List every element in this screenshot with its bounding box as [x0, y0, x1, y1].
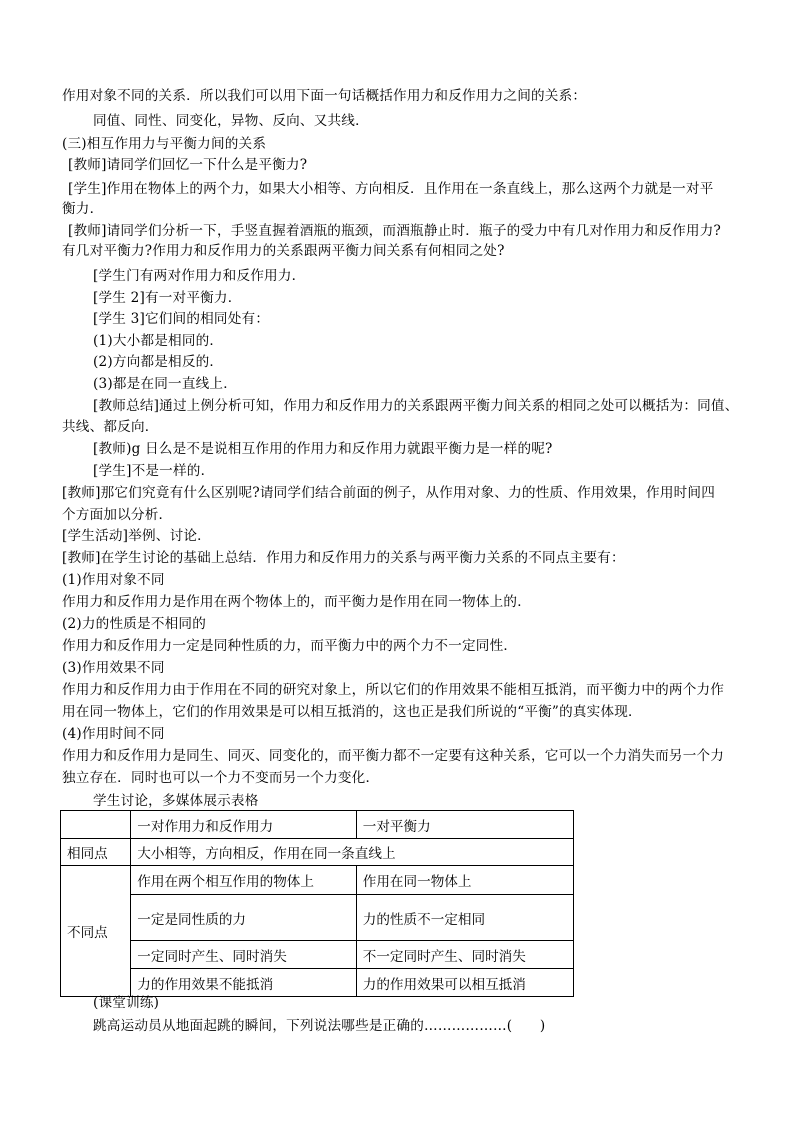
- paragraph-line: 独立存在．同时也可以一个力不变而另一个力变化．: [62, 770, 380, 786]
- table-header: 一对平衡力: [356, 811, 573, 839]
- dialogue-line: [教师总结]通过上例分析可知，作用力和反作用力的关系跟两平衡力间关系的相同之处可以概括为：同值、: [93, 398, 739, 414]
- paragraph-line: 同值、同性、同变化，异物、反向、又共线．: [93, 113, 369, 129]
- practice-question: 跳高运动员从地面起跳的瞬间，下列说法哪些是正确的………………( ): [93, 1018, 546, 1034]
- dialogue-line: 有几对平衡力?作用力和反作用力的关系跟两平衡力间关系有何相同之处?: [62, 243, 505, 259]
- list-item: (4)作用时间不同: [62, 726, 165, 742]
- dialogue-line: 共线、都反向．: [62, 419, 159, 435]
- table-row: [61, 941, 574, 969]
- table-row: [61, 969, 574, 997]
- list-item: (2)力的性质是不相同的: [62, 616, 206, 632]
- table-cell: 力的作用效果可以相互抵消: [356, 969, 573, 997]
- table-cell: 一定是同性质的力: [131, 895, 356, 941]
- dialogue-line: [学生门有两对作用力和反作用力．: [93, 268, 306, 284]
- practice-heading: (课堂训练): [93, 995, 160, 1011]
- paragraph-line: 作用力和反作用力是同生、同灭、同变化的，而平衡力都不一定要有这种关系，它可以一个力消失而另一个力: [62, 748, 725, 764]
- row-label: 相同点: [61, 839, 131, 866]
- paragraph-line: 作用力和反作用力由于作用在不同的研究对象上，所以它们的作用效果不能相互抵消，而平衡力中的两个力作: [62, 682, 725, 698]
- row-label: 不同点: [61, 866, 131, 997]
- dialogue-line: 衡力．: [62, 201, 104, 217]
- dialogue-line: [教师]那它们究竟有什么区别呢?请同学们结合前面的例子，从作用对象、力的性质、作用效果，作用时间四: [62, 485, 716, 501]
- table-cell: 作用在同一物体上: [356, 866, 573, 895]
- list-item: (3)都是在同一直线上．: [93, 376, 237, 392]
- dialogue-line: [学生]不是一样的．: [93, 463, 215, 479]
- dialogue-line: [教师]请同学们回忆一下什么是平衡力?: [68, 157, 308, 173]
- table-caption: 学生讨论，多媒体展示表格: [93, 793, 259, 809]
- section-heading: (三)相互作用力与平衡力间的关系: [62, 136, 267, 152]
- comparison-table: [60, 810, 574, 997]
- table-header: 一对作用力和反作用力: [131, 811, 356, 839]
- paragraph-line: 作用力和反作用力是作用在两个物体上的，而平衡力是作用在同一物体上的．: [62, 594, 531, 610]
- table-row: [61, 895, 574, 941]
- table-row: [61, 811, 574, 839]
- dialogue-line: [学生 3]它们间的相同处有：: [93, 311, 270, 327]
- table-cell: 力的性质不一定相同: [356, 895, 573, 941]
- dialogue-line: [教师)g 日么是不是说相互作用的作用力和反作用力就跟平衡力是一样的呢?: [93, 441, 553, 457]
- table-row: [61, 866, 574, 895]
- table-cell-empty: [61, 811, 131, 839]
- paragraph-line: 用在同一物体上，它们的作用效果是可以相互抵消的，这也正是我们所说的“平衡”的真实体现．: [62, 704, 642, 720]
- dialogue-line: [教师]请同学们分析一下，手竖直握着酒瓶的瓶颈，而酒瓶静止时．瓶子的受力中有几对作用力和反作用力?: [68, 223, 722, 239]
- list-item: (1)作用对象不同: [62, 572, 165, 588]
- table-row: [61, 839, 574, 866]
- table-cell: 作用在两个相互作用的物体上: [131, 866, 356, 895]
- dialogue-line: [学生]作用在物体上的两个力，如果大小相等、方向相反．且作用在一条直线上，那么这两个力就是一对平: [68, 181, 714, 197]
- list-item: (3)作用效果不同: [62, 660, 165, 676]
- list-item: (2)方向都是相反的．: [93, 354, 224, 370]
- paragraph-line: 作用对象不同的关系．所以我们可以用下面一句话概括作用力和反作用力之间的关系：: [62, 88, 587, 104]
- dialogue-line: [教师]在学生讨论的基础上总结．作用力和反作用力的关系与两平衡力关系的不同点主要有：: [62, 550, 625, 566]
- table-cell: 大小相等，方向相反，作用在同一条直线上: [131, 839, 574, 866]
- table-cell: 不一定同时产生、同时消失: [356, 941, 573, 969]
- table-cell: 一定同时产生、同时消失: [131, 941, 356, 969]
- paragraph-line: 作用力和反作用力一定是同种性质的力，而平衡力中的两个力不一定同性．: [62, 638, 518, 654]
- dialogue-line: [学生 2]有一对平衡力．: [93, 290, 242, 306]
- dialogue-line: 个方面加以分析．: [62, 507, 173, 523]
- dialogue-line: [学生活动]举例、讨论．: [62, 528, 211, 544]
- list-item: (1)大小都是相同的．: [93, 333, 224, 349]
- table-cell: 力的作用效果不能抵消: [131, 969, 356, 997]
